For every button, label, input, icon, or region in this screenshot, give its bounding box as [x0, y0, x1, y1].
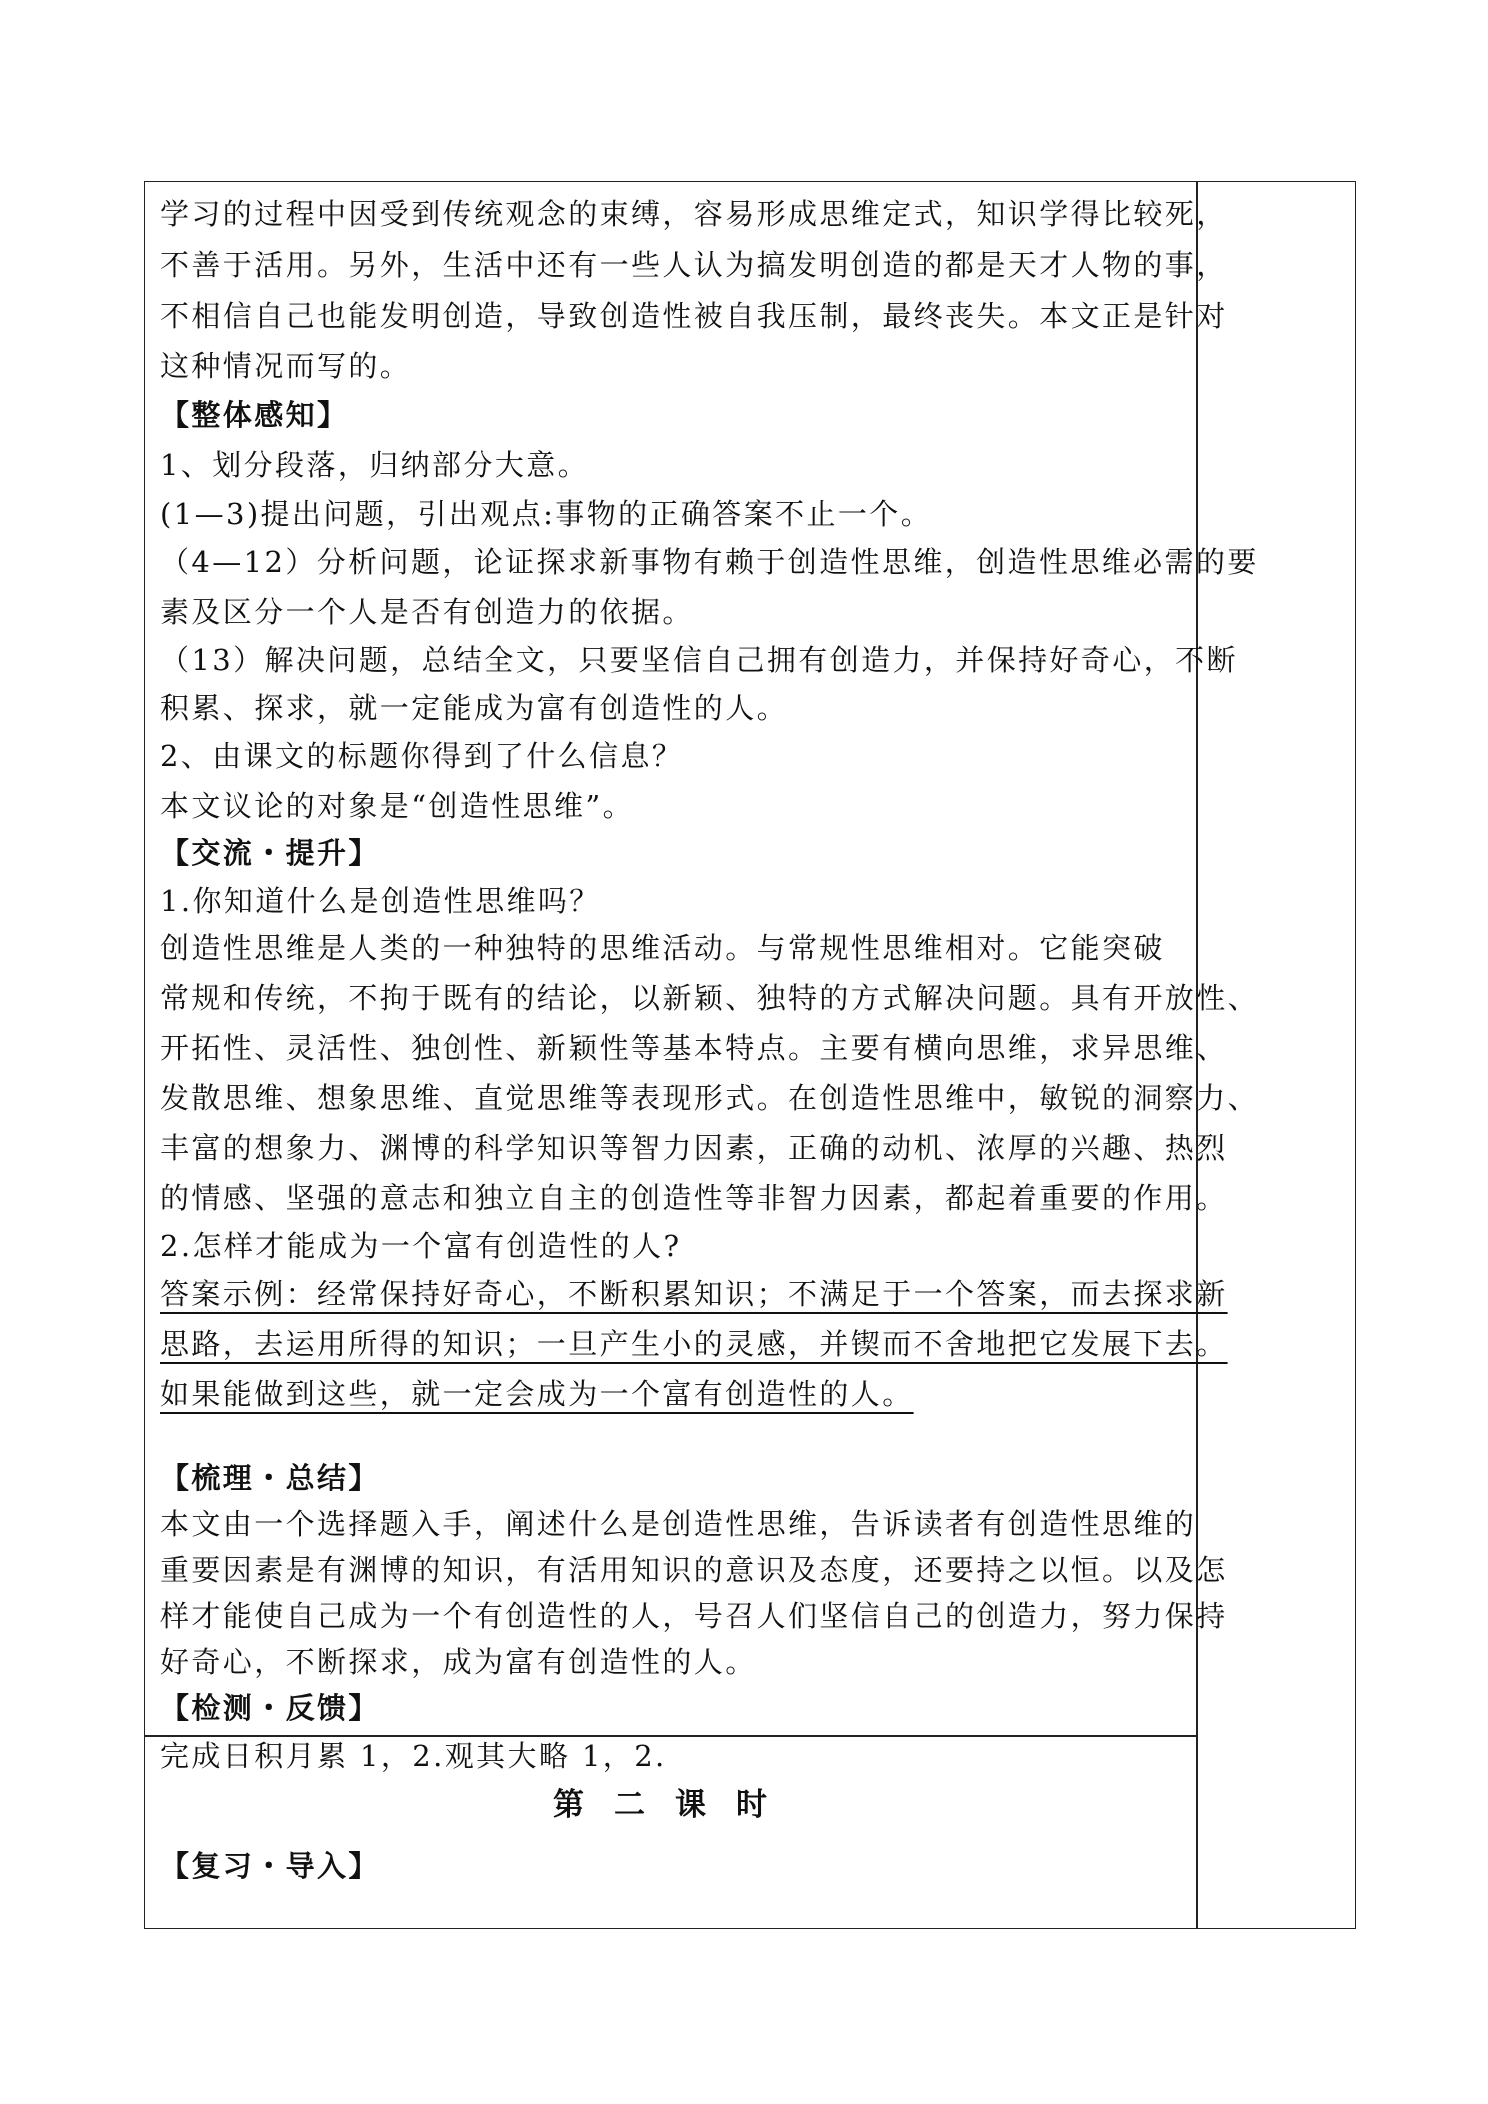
lesson-title: 第二课时	[553, 1787, 797, 1823]
text-line: 好奇心，不断探求，成为富有创造性的人。	[160, 1645, 757, 1679]
text-line: 思路，去运用所得的知识；一旦产生小的灵感，并锲而不舍地把它发展下去。	[160, 1327, 1228, 1361]
text-line: 常规和传统，不拘于既有的结论，以新颖、独特的方式解决问题。具有开放性、	[160, 981, 1260, 1015]
text-line: 1、划分段落，归纳部分大意。	[160, 448, 590, 482]
text-line: （4—12）分析问题，论证探求新事物有赖于创造性思维，创造性思维必需的要	[160, 545, 1259, 579]
text-line: 1.你知道什么是创造性思维吗？	[160, 884, 601, 918]
text-line: 创造性思维是人类的一种独特的思维活动。与常规性思维相对。它能突破	[160, 931, 1165, 965]
text-line: 2.怎样才能成为一个富有创造性的人?	[160, 1229, 682, 1263]
text-line: 不善于活用。另外，生活中还有一些人认为搞发明创造的都是天才人物的事，	[160, 248, 1228, 282]
section-heading: 【检测・反馈】	[160, 1691, 380, 1725]
text-line: 完成日积月累 1，2.观其大略 1，2.	[160, 1739, 667, 1773]
section-heading: 【梳理・总结】	[160, 1461, 380, 1495]
section-heading: 【交流・提升】	[160, 836, 380, 870]
text-line: 不相信自己也能发明创造，导致创造性被自我压制，最终丧失。本文正是针对	[160, 299, 1228, 333]
text-line: 样才能使自己成为一个有创造性的人，号召人们坚信自己的创造力，努力保持	[160, 1599, 1228, 1633]
text-line: 本文由一个选择题入手，阐述什么是创造性思维，告诉读者有创造性思维的	[160, 1507, 1197, 1541]
text-line: 开拓性、灵活性、独创性、新颖性等基本特点。主要有横向思维，求异思维、	[160, 1031, 1228, 1065]
text-line: 积累、探求，就一定能成为富有创造性的人。	[160, 691, 789, 725]
text-line: 素及区分一个人是否有创造力的依据。	[160, 595, 694, 629]
text-line: 学习的过程中因受到传统观念的束缚，容易形成思维定式，知识学得比较死，	[160, 197, 1228, 231]
text-line: 丰富的想象力、渊博的科学知识等智力因素，正确的动机、浓厚的兴趣、热烈	[160, 1131, 1228, 1165]
text-line: （13）解决问题，总结全文，只要坚信自己拥有创造力，并保持好奇心，不断	[160, 643, 1238, 677]
text-line: 的情感、坚强的意志和独立自主的创造性等非智力因素，都起着重要的作用。	[160, 1181, 1228, 1215]
text-line: 答案示例：经常保持好奇心，不断积累知识；不满足于一个答案，而去探求新	[160, 1277, 1228, 1311]
text-line: 2、由课文的标题你得到了什么信息？	[160, 739, 684, 773]
text-line: 本文议论的对象是“创造性思维”。	[160, 789, 635, 823]
text-line: (1—3)提出问题，引出观点:事物的正确答案不止一个。	[160, 497, 933, 531]
section-heading: 【整体感知】	[160, 398, 349, 432]
review-heading: 【复习・导入】	[160, 1849, 380, 1883]
text-line: 如果能做到这些，就一定会成为一个富有创造性的人。	[160, 1377, 914, 1411]
text-line: 这种情况而写的。	[160, 349, 412, 383]
text-line: 重要因素是有渊博的知识，有活用知识的意识及态度，还要持之以恒。以及怎	[160, 1553, 1228, 1587]
text-line: 发散思维、想象思维、直觉思维等表现形式。在创造性思维中，敏锐的洞察力、	[160, 1081, 1260, 1115]
